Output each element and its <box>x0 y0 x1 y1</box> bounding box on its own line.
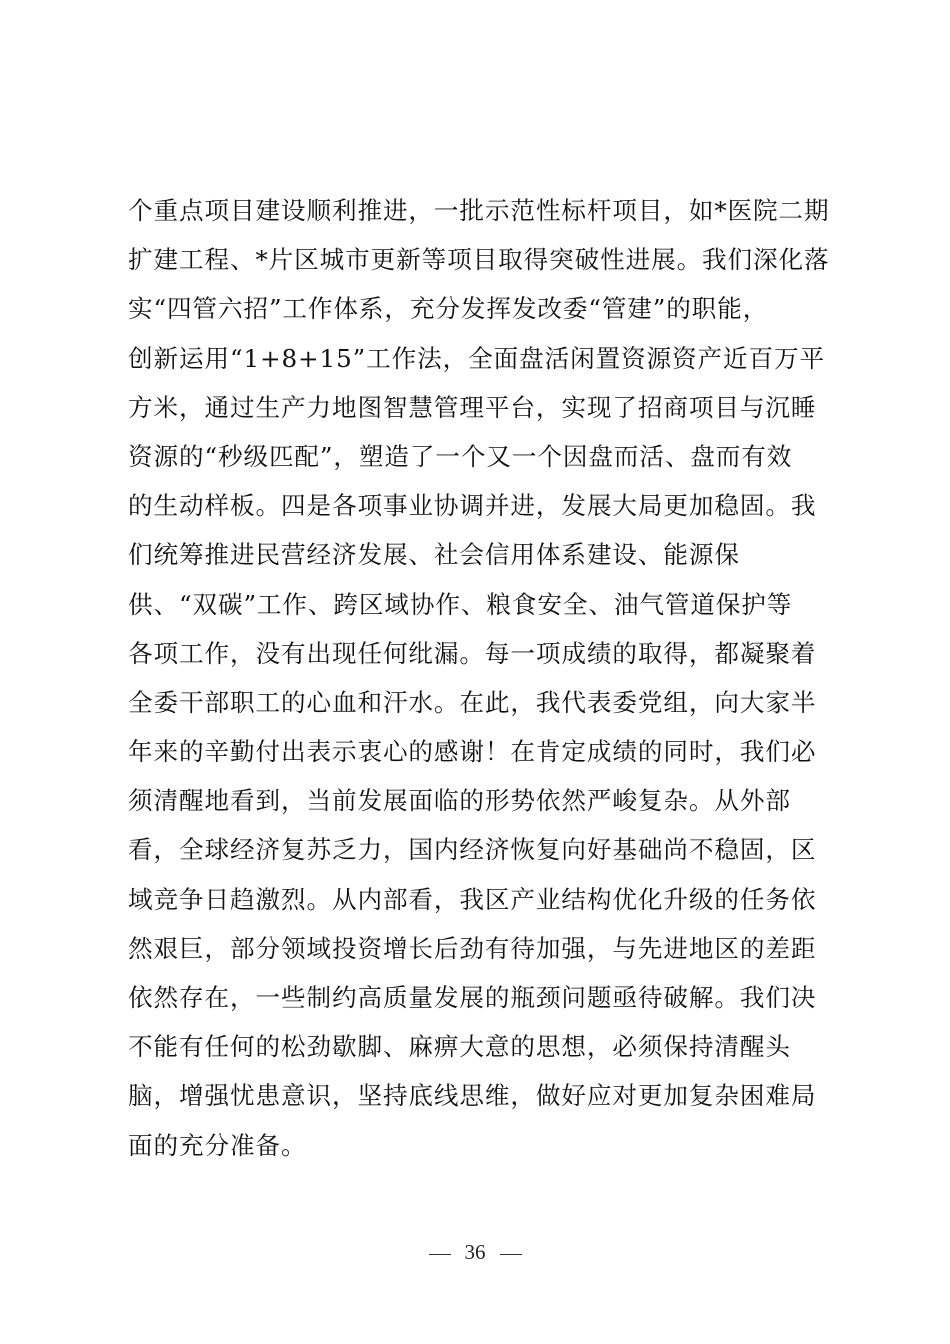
text-line: 方米，通过生产力地图智慧管理平台，实现了招商项目与沉睡 <box>128 392 817 422</box>
text-line: 域竞争日趋激烈。从内部看，我区产业结构优化升级的任务依 <box>128 884 817 914</box>
text-line: 们统筹推进民营经济发展、社会信用体系建设、能源保 <box>128 540 740 570</box>
text-line: 的生动样板。四是各项事业协调并进，发展大局更加稳固。我 <box>128 491 817 521</box>
body-paragraph <box>128 186 838 1170</box>
dash-right-decoration <box>500 1254 522 1255</box>
text-line: 不能有任何的松劲歇脚、麻痹大意的思想，必须保持清醒头 <box>128 1032 791 1062</box>
page-number-footer <box>0 1238 950 1266</box>
page-number: 36 <box>464 1240 486 1264</box>
dash-left-decoration <box>429 1254 451 1255</box>
text-line: 脑，增强忧患意识，坚持底线思维，做好应对更加复杂困难局 <box>128 1081 817 1111</box>
text-line: 然艰巨，部分领域投资增长后劲有待加强，与先进地区的差距 <box>128 933 817 963</box>
text-line: 依然存在，一些制约高质量发展的瓶颈问题亟待破解。我们决 <box>128 983 817 1012</box>
text-line: 创新运用“1+8+15”工作法，全面盘活闲置资源资产近百万平 <box>128 343 826 373</box>
text-line: 各项工作，没有出现任何纰漏。每一项成绩的取得，都凝聚着 <box>128 638 817 668</box>
text-line: 全委干部职工的心血和汗水。在此，我代表委党组，向大家半 <box>128 687 817 717</box>
text-line: 实“四管六招”工作体系，充分发挥发改委“管建”的职能， <box>128 294 769 324</box>
text-line: 看，全球经济复苏乏力，国内经济恢复向好基础尚不稳固，区 <box>128 835 817 865</box>
text-line: 年来的辛勤付出表示衷心的感谢！在肯定成绩的同时，我们必 <box>128 737 817 767</box>
text-line: 面的充分准备。 <box>128 1130 307 1160</box>
text-line: 个重点项目建设顺利推进，一批示范性标杆项目，如*医院二期 <box>128 196 830 225</box>
text-line: 资源的“秒级匹配”，塑造了一个又一个因盘而活、盘而有效 <box>128 441 793 471</box>
text-line: 须清醒地看到，当前发展面临的形势依然严峻复杂。从外部 <box>128 786 791 816</box>
text-line: 供、“双碳”工作、跨区域协作、粮食安全、油气管道保护等 <box>128 589 793 619</box>
text-line: 扩建工程、*片区城市更新等项目取得突破性进展。我们深化落 <box>128 245 830 275</box>
